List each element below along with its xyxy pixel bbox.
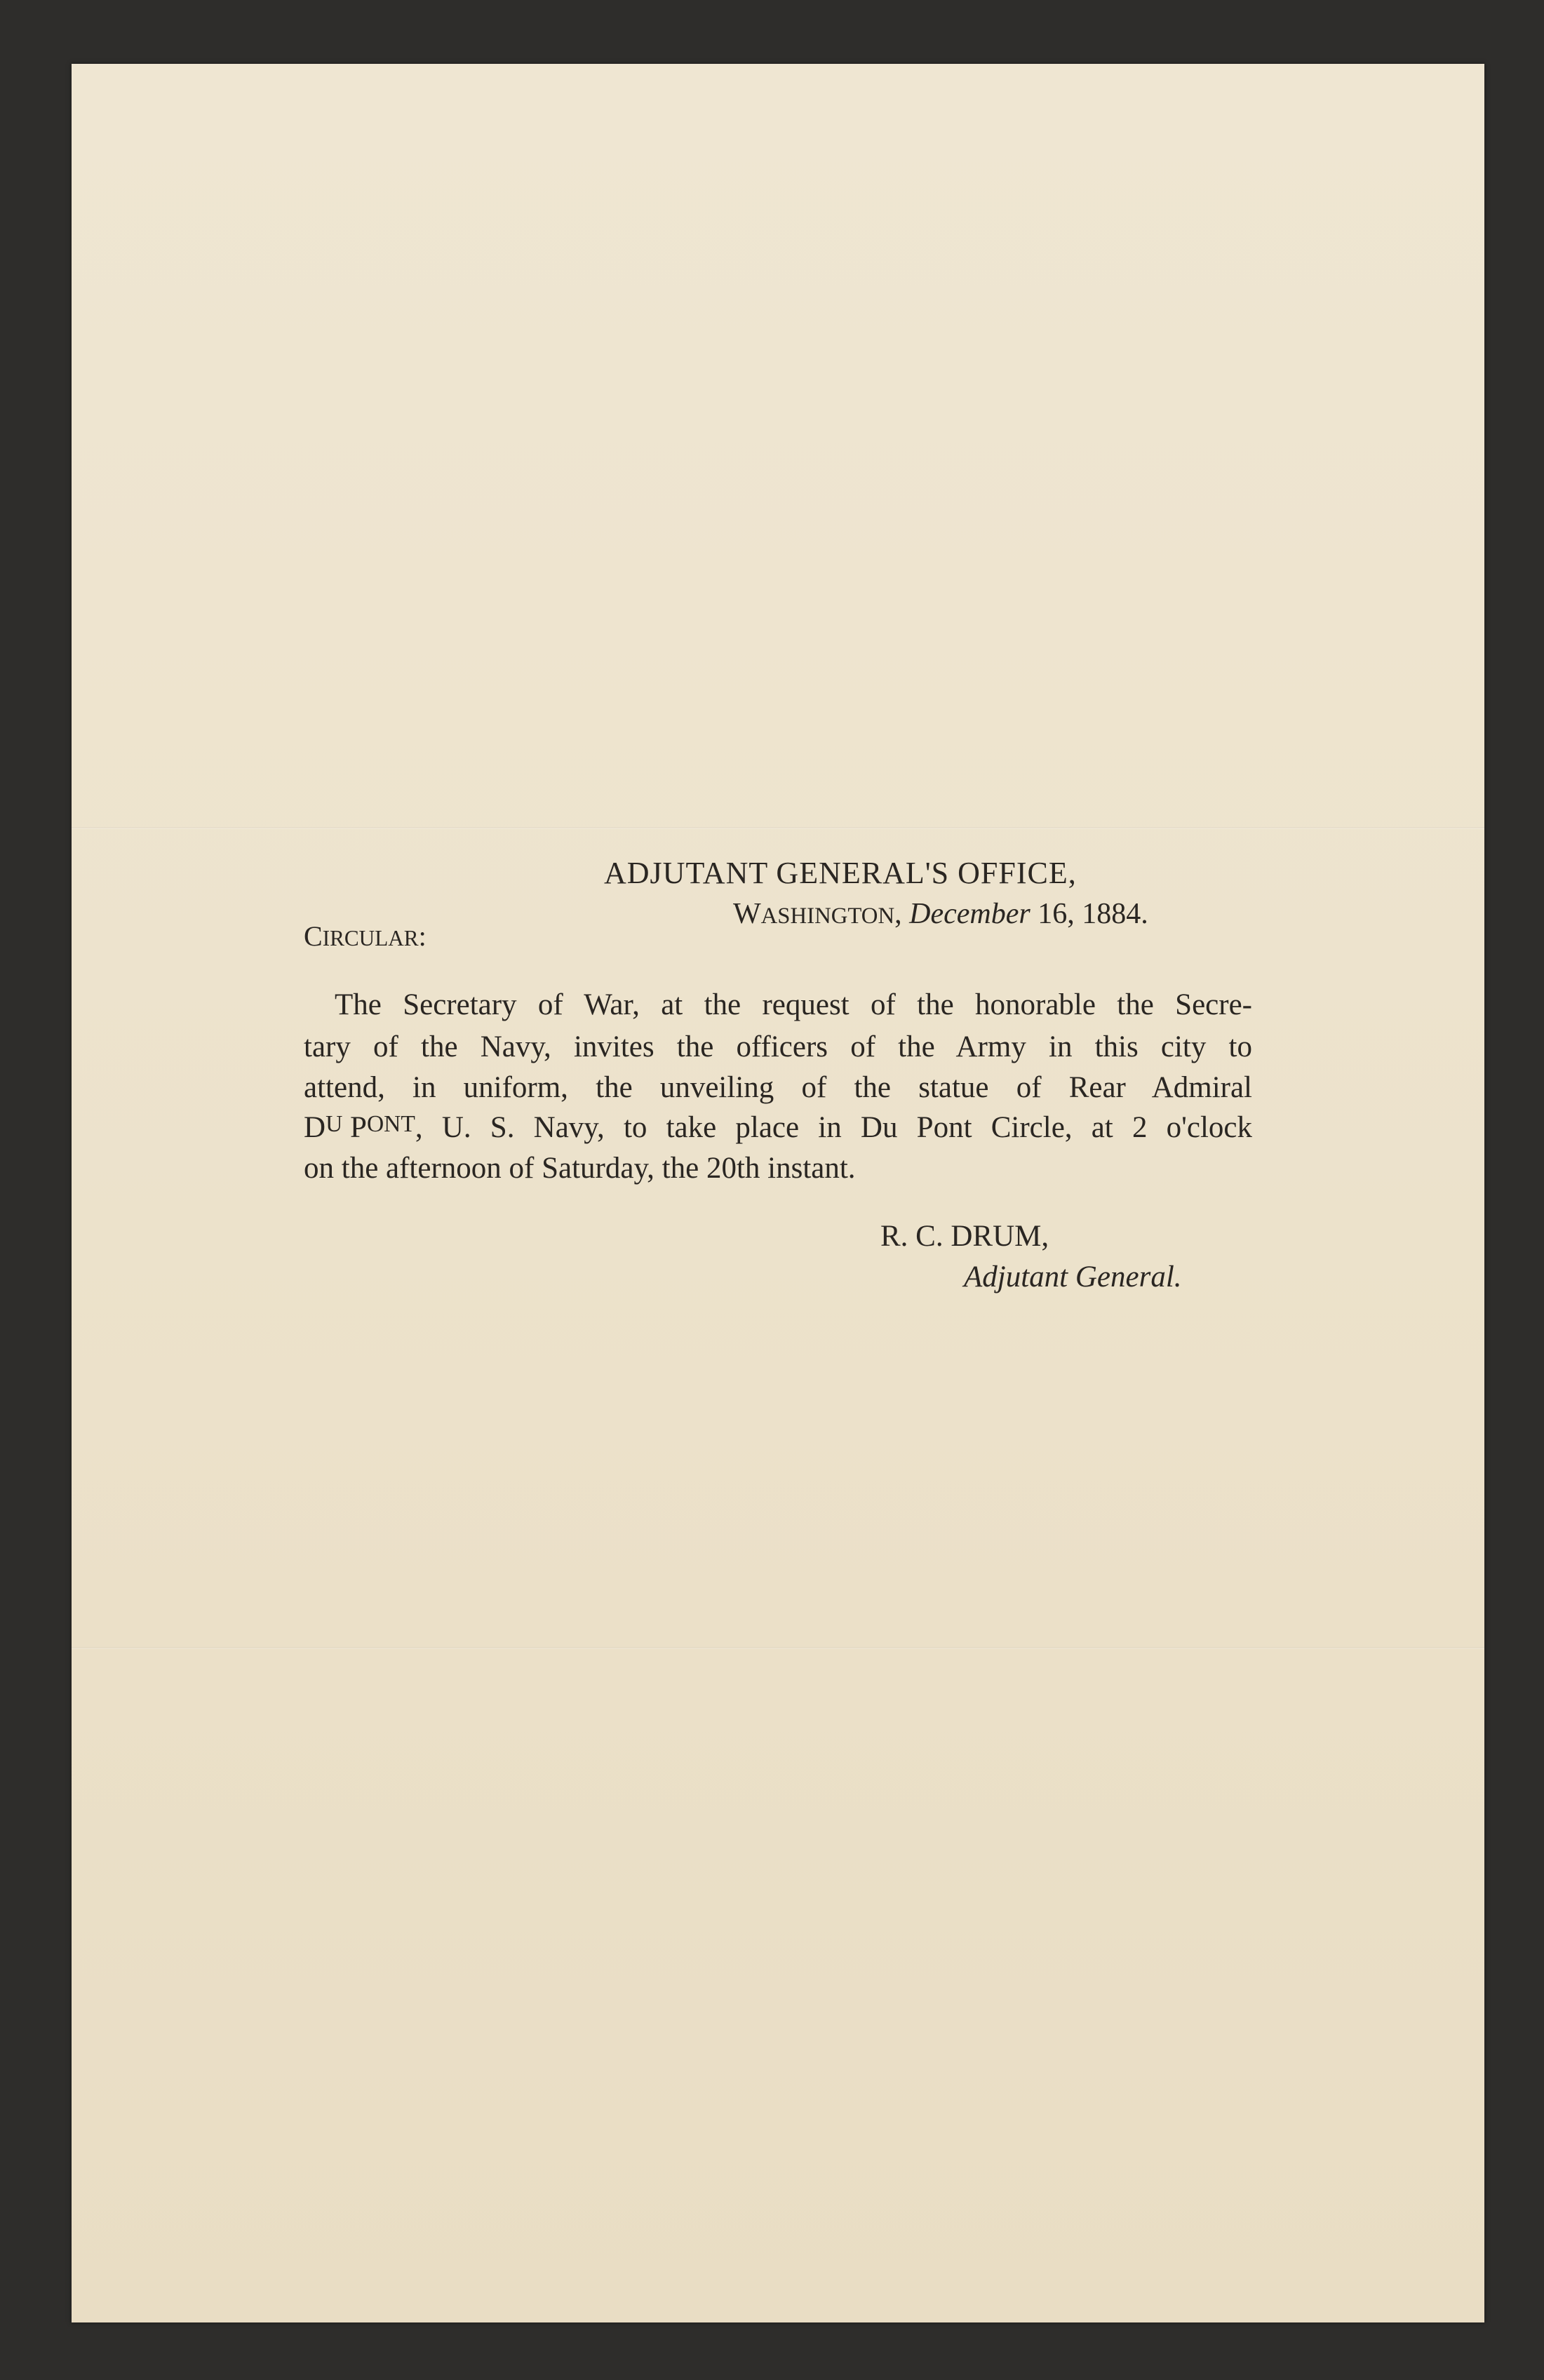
place-initial: W (733, 898, 761, 930)
du-rest: U (325, 1111, 343, 1137)
office-heading: ADJUTANT GENERAL'S OFFICE, (604, 856, 1077, 890)
pont-initial: P (350, 1111, 367, 1144)
place-date-line: WASHINGTON, December 16, 1884. (733, 898, 1148, 930)
circular-label (304, 922, 427, 950)
du-initial: D (304, 1111, 326, 1144)
signature-name: R. C. DRUM, (880, 1220, 1049, 1253)
circular-initial: C (304, 920, 323, 952)
signature-title: Adjutant General. (964, 1260, 1182, 1293)
body-line (304, 1112, 1252, 1143)
body-line: The Secretary of War, at the request of the honorable the Secre- (335, 988, 1252, 1021)
fold-line (72, 827, 1484, 829)
circular-colon: : (418, 920, 427, 952)
body-line: tary of the Navy, invites the officers of the Army in this city to (304, 1030, 1252, 1063)
document-page (72, 64, 1484, 2322)
body-line: attend, in uniform, the unveiling of the statue of Rear Admiral (304, 1071, 1252, 1104)
fold-line (72, 1647, 1484, 1649)
body-line: on the afternoon of Saturday, the 20th instant. (304, 1152, 856, 1185)
date-rest: 16, 1884. (1038, 898, 1148, 930)
date-month: December (909, 898, 1031, 930)
body-line-rest: , U. S. Navy, to take place in Du Pont Circle, at 2 o'clock (415, 1111, 1252, 1144)
place-rest: ASHINGTON (760, 903, 895, 929)
circular-rest: IRCULAR (322, 926, 419, 950)
pont-rest: ONT (366, 1111, 415, 1137)
